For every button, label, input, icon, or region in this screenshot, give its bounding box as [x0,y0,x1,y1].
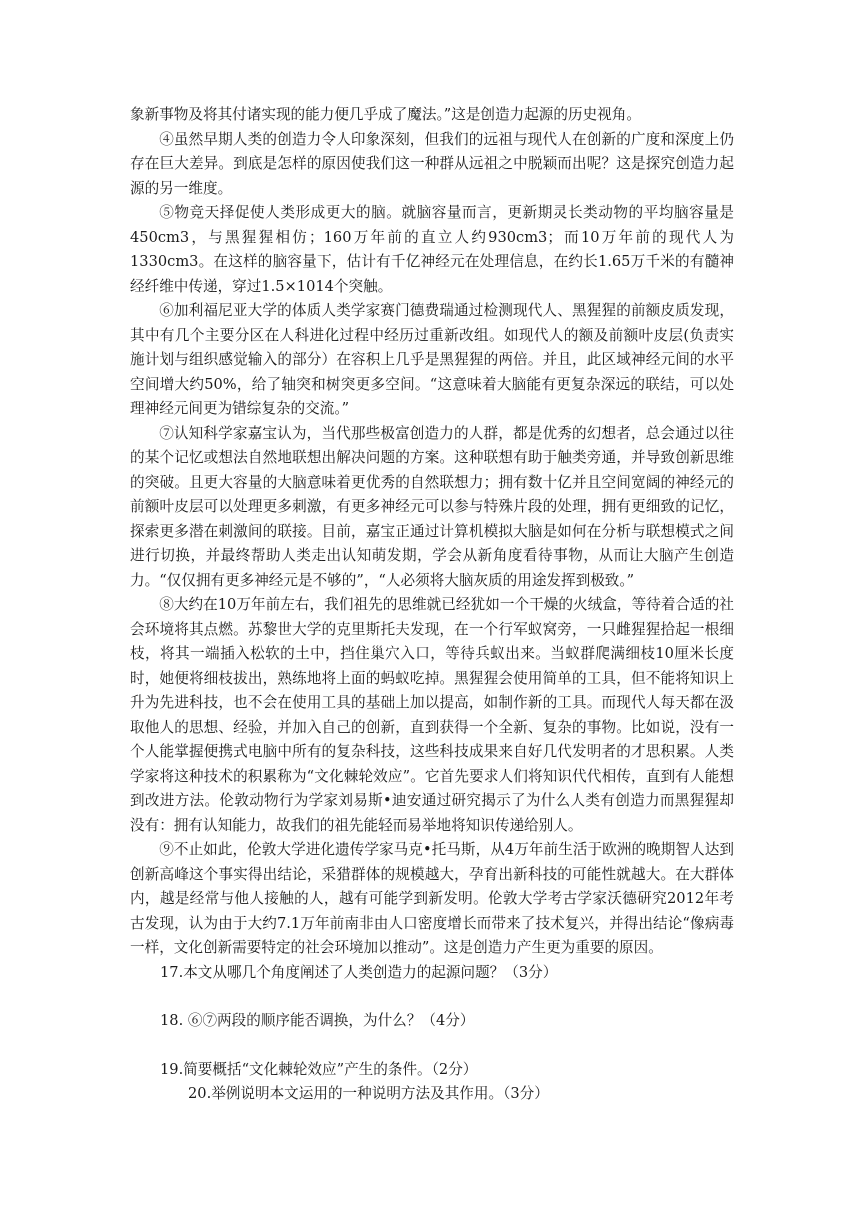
paragraph-4: ④虽然早期人类的创造力令人印象深刻，但我们的远祖与现代人在创新的广度和深度上仍存在巨大差异。到底是怎样的原因使我们这一种群从远祖之中脱颖而出呢？这是探究创造力起源的另一维度。 [130,130,734,197]
question-19: 19.简要概括“文化棘轮效应”产生的条件。（2分） [160,1060,478,1078]
document-page [130,103,734,1107]
paragraph-continuation: 象新事物及将其付诸实现的能力便几乎成了魔法。”这是创造力起源的历史视角。 [130,106,641,123]
question-17: 17.本文从哪几个角度阐述了人类创造力的起源问题？（3分） [160,963,558,981]
paragraph-6: ⑥加利福尼亚大学的体质人类学家赛门德费瑞通过检测现代人、黑猩猩的前额皮质发现，其中有几个主要分区在人科进化过程中经历过重新改组。如现代人的额及前额叶皮层(负责实施计划与组织感觉输入的部分）在容积上几乎是黑猩猩的两倍。并且，此区域神经元间的水平空间增大约50%，给了轴突和树突更多空间。“这意味着大脑能有更复杂深远的联结，可以处理神经元间更为错综复杂的交流。” [130,302,734,417]
question-18: 18. ⑥⑦两段的顺序能否调换，为什么？（4分） [160,1012,475,1029]
paragraph-7: ⑦认知科学家嘉宝认为，当代那些极富创造力的人群，都是优秀的幻想者，总会通过以往的某个记忆或想法自然地联想出解决问题的方案。这种联想有助于触类旁通，并导致创新思维的突破。且更大容量的大脑意味着更优秀的自然联想力；拥有数十亿并且空间宽阔的神经元的前额叶皮层可以处理更多刺激，有更多神经元可以参与特殊片段的处理，拥有更细致的记忆，探索更多潜在刺激间的联接。目前，嘉宝正通过计算机模拟大脑是如何在分析与联想模式之间进行切换，并最终帮助人类走出认知萌发期，学会从新角度看待事物，从而让大脑产生创造力。“仅仅拥有更多神经元是不够的”，“人必须将大脑灰质的用途发挥到极致。” [130,424,734,589]
paragraph-8: ⑧大约在10万年前左右，我们祖先的思维就已经犹如一个干燥的火绒盒，等待着合适的社会环境将其点燃。苏黎世大学的克里斯托夫发现，在一个行军蚁窝旁，一只雌猩猩拾起一根细枝，将其一端插入松软的土中，挡住巢穴入口，等待兵蚁出来。当蚁群爬满细枝10厘米长度时，她便将细枝拔出，熟练地将上面的蚂蚁吃掉。黑猩猩会使用简单的工具，但不能将知识上升为先进科技，也不会在使用工具的基础上加以提高，如制作新的工具。而现代人每天都在汲取他人的思想、经验，并加入自己的创新，直到获得一个全新、复杂的事物。比如说，没有一个人能掌握便携式电脑中所有的复杂科技，这些科技成果来自好几代发明者的才思积累。人类学家将这种技术的积累称为“文化棘轮效应”。它首先要求人们将知识代代相传，直到有人能想到改进方法。伦敦动物行为学家刘易斯•迪安通过研究揭示了为什么人类有创造力而黑猩猩却没有：拥有认知能力，故我们的祖先能轻而易举地将知识传递给别人。 [130,596,734,834]
paragraph-5: ⑤物竞天择促使人类形成更大的脑。就脑容量而言，更新期灵长类动物的平均脑容量是450cm3，与黑猩猩相仿；160万年前的直立人约930cm3；而10万年前的现代人为1330cm3。在这样的脑容量下，估计有千亿神经元在处理信息，在约长1.65万千米的有髓神经纤维中传递，穿过1.5×1014个突触。 [130,204,734,295]
paragraph-9: ⑨不止如此，伦敦大学进化遗传学家马克•托马斯，从4万年前生活于欧洲的晚期智人达到创新高峰这个事实得出结论，采猎群体的规模越大，孕育出新科技的可能性就越大。在大群体内，越是经常与他人接触的人，越有可能学到新发明。伦敦大学考古学家沃德研究2012年考古发现，认为由于大约7.1万年前南非由人口密度增长而带来了技术复兴，并得出结论“像病毒一样，文化创新需要特定的社会环境加以推动”。这是创造力产生更为重要的原因。 [130,841,734,956]
question-20: 20.举例说明本文运用的一种说明方法及其作用。（3分） [188,1085,549,1102]
